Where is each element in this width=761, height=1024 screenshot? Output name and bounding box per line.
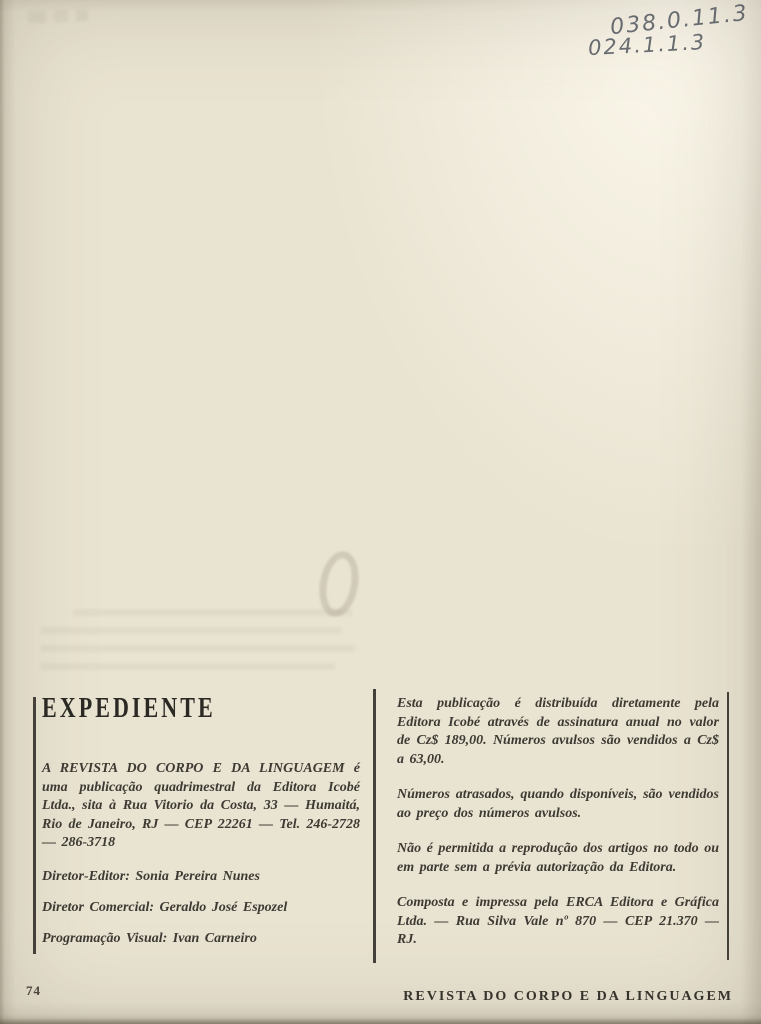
show-through-line [40,627,342,634]
pencil-smudge-artifact [28,9,100,24]
handwritten-number-line2: 024.1.1.3 [587,29,707,61]
back-issues-paragraph: Números atrasados, quando disponíveis, são vendidos ao preço dos números avulsos. [397,787,719,821]
distribution-paragraph: Esta publicação é distribuída diretamente pela Editora Icobé através de assinatura anual no valor de Cz$ 189,00. Números avulsos são vendidos a Cz$ a 63,00. [397,696,719,767]
publication-info-paragraph: A REVISTA DO CORPO E DA LINGUAGEM é uma publicação quadrimestral da Editora Icobé Ltda., sita à Rua Vitorio da Costa, 33 — Humaitá, Rio de Janeiro, RJ — CEP 22261 — Tel. 246-2728 — 286-3718 [42,761,360,850]
right-column-rule [727,692,729,960]
left-column-rule [33,697,36,954]
handwritten-catalog-numbers [587,0,750,66]
credit-line-visual-programming: Programação Visual: Ivan Carneiro [42,931,257,946]
credit-line-director-editor: Diretor-Editor: Sonia Pereira Nunes [42,869,260,884]
journal-title-footer: REVISTA DO CORPO E DA LINGUAGEM [403,989,733,1004]
page-bottom-edge-shadow [0,1018,761,1024]
distribution-column [397,695,719,967]
credit-line-commercial-director: Diretor Comercial: Geraldo José Espozel [42,900,288,915]
handwritten-number-line1: 038.0.11.3 [609,0,750,41]
masthead-column [42,692,360,967]
show-through-line [40,663,335,670]
printer-paragraph: Composta e impressa pela ERCA Editora e Gráfica Ltda. — Rua Silva Vale nº 870 — CEP 21.370 — RJ. [397,895,719,947]
show-through-artifact [40,598,368,690]
masthead-heading: EXPEDIENTE [42,692,216,724]
copyright-paragraph: Não é permitida a reprodução dos artigos no todo ou em parte sem a prévia autorização da Editora. [397,841,719,875]
column-divider-rule [373,689,376,963]
show-through-line [73,609,352,616]
show-through-line [40,645,355,652]
page-number: 74 [26,983,41,998]
